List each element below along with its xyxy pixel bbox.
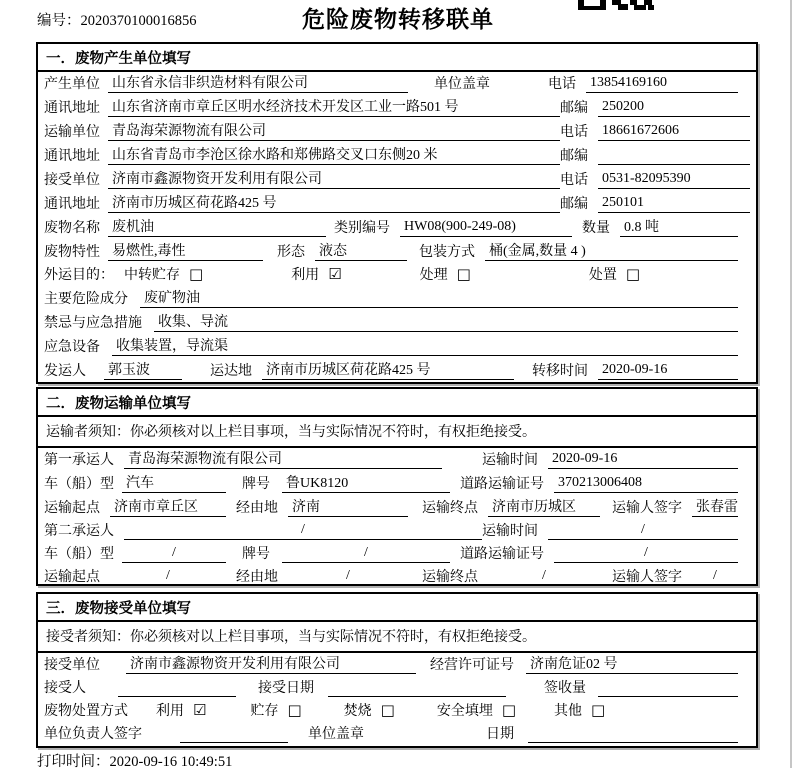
row-receiver-address: [38, 192, 756, 216]
date-label: 日期: [486, 727, 514, 742]
purpose-treat-label: 处理: [419, 268, 448, 283]
taboo-label: 禁忌与应急措施: [44, 316, 142, 331]
head-sign-label: 单位负责人签字: [44, 727, 142, 742]
receiver-address-label: 通讯地址: [44, 197, 100, 212]
generator-zip-value: 250200: [598, 99, 750, 117]
origin1-value: 济南市章丘区: [110, 496, 226, 517]
permit-label: 经营许可证号: [430, 658, 514, 673]
row-generator-address: [38, 96, 756, 120]
checkbox-treat: □: [456, 265, 471, 283]
generator-value: 山东省永信非织造材料有限公司: [108, 72, 408, 93]
purpose-utilize-label: 利用: [291, 268, 320, 283]
checkbox-dispose: □: [625, 265, 641, 283]
row-vehicle1: [38, 472, 756, 496]
receiver-phone-label: 电话: [560, 173, 588, 188]
plate1-value: 鲁UK8120: [282, 472, 450, 493]
generator-address-label: 通讯地址: [44, 101, 100, 116]
disposal-landfill-label: 安全填埋: [436, 704, 493, 719]
section-generator: [36, 42, 758, 384]
page-title: 危险废物转移联单: [302, 7, 494, 32]
packing-label: 包装方式: [419, 245, 475, 260]
vehicle1-label: 车（船）型: [44, 477, 114, 492]
purpose-option-dispose: [589, 264, 640, 284]
row-route2: [38, 566, 756, 589]
checkbox-disposal-storage: □: [287, 701, 302, 719]
row-vehicle2: [38, 543, 756, 566]
equipment-value: 收集装置，导流渠: [112, 335, 738, 356]
date-value: [528, 725, 738, 743]
receiver-label: 接受单位: [44, 173, 100, 188]
row-taboo-measures: [38, 311, 756, 335]
received-qty-label: 签收量: [544, 681, 586, 696]
generator-phone-label: 电话: [548, 77, 576, 92]
transporter-value: 青岛海荣源物流有限公司: [108, 120, 560, 141]
checkbox-disposal-other: □: [591, 701, 606, 719]
destination-value: 济南市历城区荷花路425 号: [262, 359, 514, 380]
disposal-option-other: [554, 700, 605, 720]
transport-time1-label: 运输时间: [482, 453, 538, 468]
print-time-label: 打印时间：: [37, 754, 110, 770]
checkbox-disposal-utilize-checked: ☑: [193, 701, 207, 719]
category-label: 类别编号: [334, 221, 390, 236]
via1-value: 济南: [288, 496, 408, 517]
row-hazard-component: [38, 287, 756, 311]
receiver-notice: 接受者须知：你必须核对以上栏目事项，当与实际情况不符时，有权拒绝接受。: [38, 622, 756, 653]
row-purpose: [38, 264, 756, 287]
road-license1-value: 370213006408: [554, 475, 738, 493]
row-emergency-equipment: [38, 335, 756, 359]
serial-label: 编号：: [37, 13, 81, 29]
trait-value: 易燃性,毒性: [108, 240, 263, 261]
component-value: 废矿物油: [140, 287, 738, 308]
row-carrier1: [38, 448, 756, 472]
disposal-storage-label: 贮存: [250, 704, 279, 719]
receiver-seal-label: 单位盖章: [308, 727, 364, 742]
section-receiver: [36, 592, 758, 748]
generator-address-value: 山东省济南市章丘区明水经济技术开发区工业一路501 号: [108, 96, 560, 117]
transport-time2-value: /: [548, 522, 738, 540]
page-right-edge: [790, 0, 792, 768]
waste-name-label: 废物名称: [44, 221, 100, 236]
row-disposal-method: [38, 700, 756, 723]
disposal-option-utilize: [156, 700, 206, 720]
serial-value: 2020370100016856: [80, 13, 197, 29]
road-license2-label: 道路运输证号: [460, 547, 544, 562]
transfer-time-label: 转移时间: [532, 364, 588, 379]
purpose-dispose-label: 处置: [588, 268, 617, 283]
sign2-label: 运输人签字: [612, 570, 682, 585]
consignor-value: 郭玉波: [104, 359, 182, 380]
plate2-label: 牌号: [242, 547, 270, 562]
purpose-option-treat: [420, 264, 471, 284]
terminus2-label: 运输终点: [422, 570, 478, 585]
head-sign-value: [180, 725, 288, 743]
checkbox-disposal-landfill: □: [501, 701, 517, 719]
taboo-value: 收集、导流: [154, 311, 738, 332]
transporter-zip-value: [598, 147, 750, 165]
transport-time1-value: 2020-09-16: [548, 451, 738, 469]
via2-value: /: [288, 568, 408, 586]
vehicle1-value: 汽车: [122, 472, 226, 493]
purpose-label: 外运目的：: [44, 268, 114, 283]
sign2-value: /: [692, 568, 738, 586]
checkbox-disposal-incinerate: □: [380, 701, 395, 719]
vehicle2-value: /: [122, 545, 226, 563]
quantity-value: 0.8 吨: [620, 216, 738, 237]
row-waste-trait: [38, 240, 756, 264]
form-value: 液态: [315, 240, 407, 261]
unit-seal-label: 单位盖章: [434, 77, 490, 92]
transport-time2-label: 运输时间: [482, 524, 538, 539]
generator-phone-value: 13854169160: [586, 75, 738, 93]
disposal-option-storage: [250, 700, 301, 720]
plate2-value: /: [282, 545, 450, 563]
disposal-incinerate-label: 焚烧: [343, 704, 372, 719]
equipment-label: 应急设备: [44, 340, 100, 355]
transporter-label: 运输单位: [44, 125, 100, 140]
transporter-address-value: 山东省青岛市李沧区徐水路和郑佛路交叉口东侧20 米: [108, 144, 560, 165]
disposal-label: 废物处置方式: [44, 704, 128, 719]
transporter-notice: 运输者须知：你必须核对以上栏目事项，当与实际情况不符时，有权拒绝接受。: [38, 417, 756, 448]
accept-date-value: [328, 679, 506, 697]
carrier1-value: 青岛海荣源物流有限公司: [124, 448, 442, 469]
disposal-utilize-label: 利用: [156, 704, 184, 719]
row-receiver-unit: [38, 168, 756, 192]
row-route1: [38, 496, 756, 520]
section-transporter: [36, 387, 758, 586]
transporter-zip-label: 邮编: [560, 149, 588, 164]
sign1-value: 张春雷: [692, 496, 738, 517]
transfer-time-value: 2020-09-16: [598, 362, 738, 380]
row-carrier2: [38, 520, 756, 543]
terminus2-value: /: [488, 568, 600, 586]
checkbox-utilize-checked: ☑: [328, 265, 342, 283]
disposal-option-incinerate: [344, 700, 395, 720]
row-transporter-unit: [38, 120, 756, 144]
form-label: 形态: [277, 245, 305, 260]
qr-code-fragment-icon: [578, 0, 654, 10]
receive-unit-value: 济南市鑫源物资开发利用有限公司: [126, 653, 416, 674]
via2-label: 经由地: [236, 570, 278, 585]
receiver-value: 济南市鑫源物资开发利用有限公司: [108, 168, 560, 189]
print-time-value: 2020-09-16 10:49:51: [109, 754, 233, 770]
plate1-label: 牌号: [242, 477, 270, 492]
row-transporter-address: [38, 144, 756, 168]
sign1-label: 运输人签字: [612, 501, 682, 516]
waste-name-value: 废机油: [108, 216, 326, 237]
terminus1-label: 运输终点: [422, 501, 478, 516]
terminus1-value: 济南市历城区: [488, 496, 600, 517]
permit-value: 济南危证02 号: [526, 653, 738, 674]
row-waste-name: [38, 216, 756, 240]
consignor-label: 发运人: [44, 364, 86, 379]
receiver-address-value: 济南市历城区荷花路425 号: [108, 192, 560, 213]
road-license1-label: 道路运输证号: [460, 477, 544, 492]
transporter-phone-label: 电话: [560, 125, 588, 140]
carrier2-label: 第二承运人: [44, 524, 114, 539]
receive-unit-label: 接受单位: [44, 658, 100, 673]
component-label: 主要危险成分: [44, 292, 128, 307]
generator-label: 产生单位: [44, 77, 100, 92]
transporter-phone-value: 18661672606: [598, 123, 750, 141]
road-license2-value: /: [554, 545, 738, 563]
disposal-option-landfill: [437, 700, 516, 720]
destination-label: 运达地: [210, 364, 252, 379]
row-receive-unit: [38, 653, 756, 677]
section2-title: 二．废物运输单位填写: [38, 389, 756, 417]
row-acceptor: [38, 677, 756, 700]
receiver-zip-value: 250101: [598, 195, 750, 213]
purpose-transfer-storage-label: 中转贮存: [124, 268, 180, 283]
trait-label: 废物特性: [44, 245, 100, 260]
accept-date-label: 接受日期: [258, 681, 314, 696]
acceptor-label: 接受人: [44, 681, 86, 696]
transporter-address-label: 通讯地址: [44, 149, 100, 164]
section3-title: 三．废物接受单位填写: [38, 594, 756, 622]
row-generator-unit: [38, 72, 756, 96]
acceptor-value: [118, 679, 236, 697]
receiver-phone-value: 0531-82095390: [598, 171, 750, 189]
received-qty-value: [598, 679, 738, 697]
origin2-value: /: [110, 568, 226, 586]
purpose-option-transfer-storage: [124, 264, 203, 284]
purpose-option-utilize: [291, 264, 341, 284]
disposal-other-label: 其他: [554, 704, 583, 719]
carrier2-value: /: [124, 522, 482, 540]
receiver-zip-label: 邮编: [560, 197, 588, 212]
checkbox-transfer-storage: □: [189, 265, 204, 283]
quantity-label: 数量: [582, 221, 610, 236]
category-value: HW08(900-249-08): [400, 219, 572, 237]
origin1-label: 运输起点: [44, 501, 100, 516]
carrier1-label: 第一承运人: [44, 453, 114, 468]
vehicle2-label: 车（船）型: [44, 547, 114, 562]
row-head-signature: [38, 723, 756, 746]
generator-zip-label: 邮编: [560, 101, 588, 116]
section1-title: 一．废物产生单位填写: [38, 44, 756, 72]
via1-label: 经由地: [236, 501, 278, 516]
packing-value: 桶(金属,数量 4 ): [485, 240, 738, 261]
origin2-label: 运输起点: [44, 570, 100, 585]
row-consignor: [38, 359, 756, 383]
